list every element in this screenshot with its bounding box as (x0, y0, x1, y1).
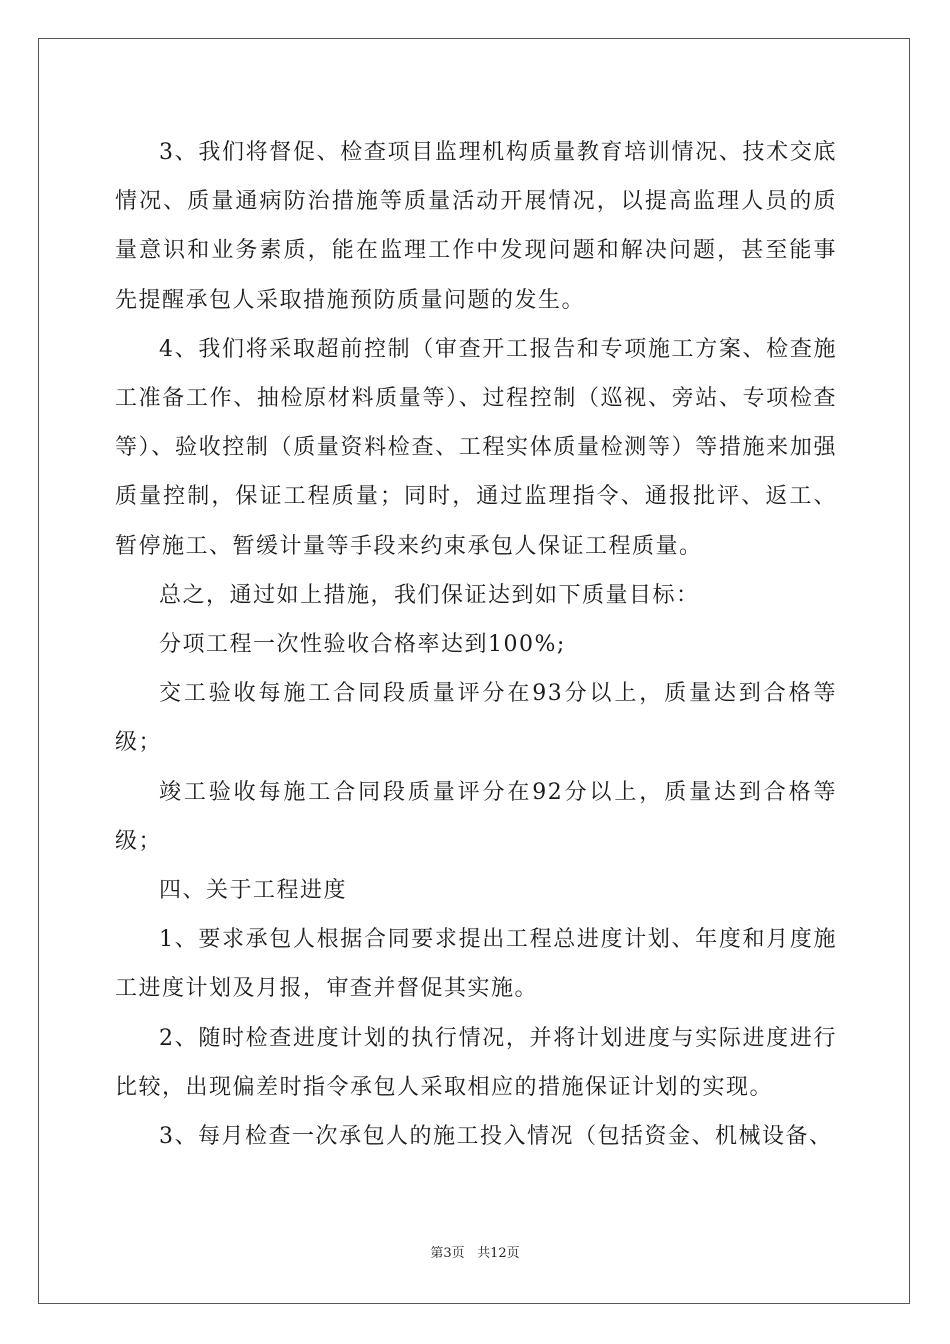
page-footer (0, 1246, 950, 1262)
page-number: 第3页 (430, 1246, 465, 1261)
paragraph-quality-control: 4、我们将采取超前控制（审查开工报告和专项施工方案、检查施工准备工作、抽检原材料质量等）、过程控制（巡视、旁站、专项检查等）、验收控制（质量资料检查、工程实体质量检测等）等措施来加强质量控制，保证工程质量；同时，通过监理指令、通报批评、返工、暂停施工、暂缓计量等手段来约束承包人保证工程质量。 (115, 336, 837, 559)
paragraph-quality-training: 3、我们将督促、检查项目监理机构质量教育培训情况、技术交底情况、质量通病防治措施等质量活动开展情况，以提高监理人员的质量意识和业务素质，能在监理工作中发现问题和解决问题，甚至能事先提醒承包人采取措施预防质量问题的发生。 (115, 140, 837, 313)
paragraph-investment-check: 3、每月检查一次承包人的施工投入情况（包括资金、机械设备、 (159, 1124, 833, 1150)
document-body (115, 128, 837, 1161)
paragraph-target-completion: 竣工验收每施工合同段质量评分在92分以上，质量达到合格等级； (115, 779, 837, 854)
paragraph-target-subitem: 分项工程一次性验收合格率达到100%; (159, 632, 566, 658)
paragraph-progress-plan: 1、要求承包人根据合同要求提出工程总进度计划、年度和月度施工进度计划及月报，审查并督促其实施。 (115, 927, 837, 1002)
paragraph-progress-check: 2、随时检查进度计划的执行情况，并将计划进度与实际进度进行比较，出现偏差时指令承包人采取相应的措施保证计划的实现。 (115, 1025, 837, 1100)
paragraph-target-handover: 交工验收每施工合同段质量评分在93分以上，质量达到合格等级； (115, 681, 837, 756)
section-heading-progress: 四、关于工程进度 (159, 878, 348, 904)
page-total: 共12页 (477, 1246, 520, 1261)
paragraph-summary: 总之，通过如上措施，我们保证达到如下质量目标： (159, 582, 700, 608)
